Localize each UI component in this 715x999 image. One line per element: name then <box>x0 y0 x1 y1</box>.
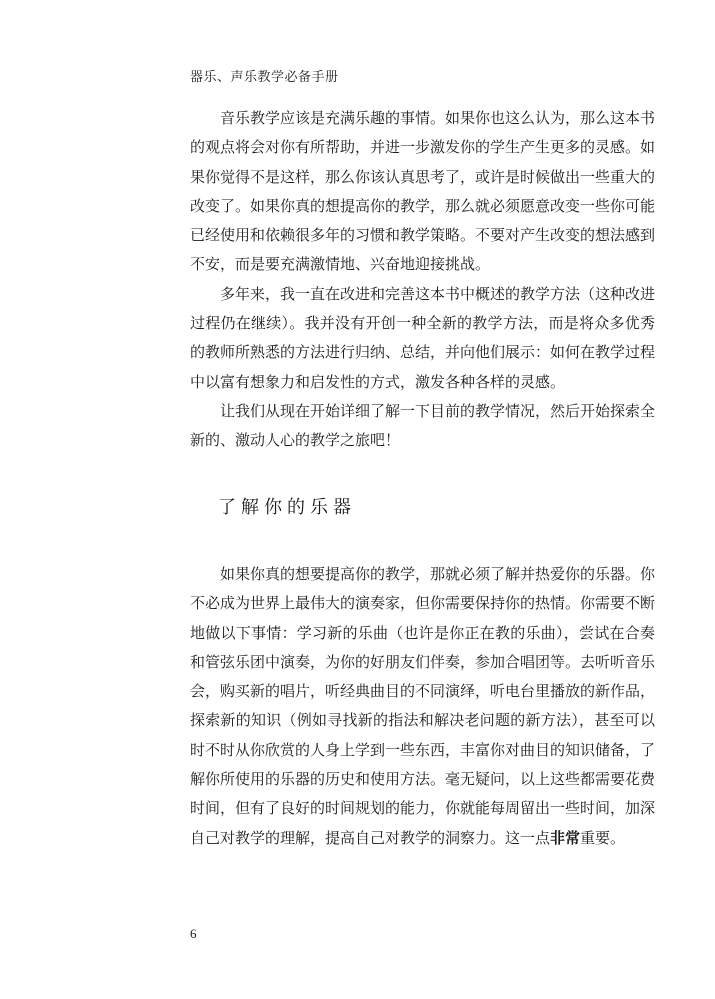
section-heading: 了解你的乐器 <box>218 497 356 518</box>
page-number: 6 <box>190 926 197 941</box>
section-paragraph-main: 如果你真的想要提高你的教学，那就必须了解并热爱你的乐器。你不必成为世界上最伟大的演奏家，但你需要保持你的热情。你需要不断地做以下事情：学习新的乐曲（也许是你正在教的乐曲），尝试在合奏和管弦乐团中演奏，为你的好朋友们伴奏，参加合唱团等。去听听音乐会，购买新的唱片，听经典曲目的不同演绎，听电台里播放的新作品，探索新的知识（例如寻找新的指法和解决老问题的新方法），甚至可以时不时从你欣赏的人身上学到一些东西，丰富你对曲目的知识储备，了解你所使用的乐器的历史和使用方法。毫无疑问，以上这些都需要花费时间，但有了良好的时间规划的能力，你就能每周留出一些时间，加深自己对教学的理解，提高自己对教学的洞察力。这一点 <box>190 565 656 847</box>
section-paragraph <box>190 560 655 853</box>
intro-paragraph-2: 多年来，我一直在改进和完善这本书中概述的教学方法（这种改进过程仍在继续）。我并没有开创一种全新的教学方法，而是将众多优秀的教师所熟悉的方法进行归纳、总结，并向他们展示：如何在教学过程中以富有想象力和启发性的方式，激发各种各样的灵感。 <box>190 284 656 391</box>
intro-paragraph-1: 音乐教学应该是充满乐趣的事情。如果你也这么认为，那么这本书的观点将会对你有所帮助，并进一步激发你的学生产生更多的灵感。如果你觉得不是这样，那么你该认真思考了，或许是时候做出一些重大的改变了。如果你真的想提高你的教学，那么就必须愿意改变一些你可能已经使用和依赖很多年的习惯和教学策略。不要对产生改变的想法感到不安，而是要充满激情地、兴奋地迎接挑战。 <box>190 109 656 274</box>
running-header: 器乐、声乐教学必备手册 <box>190 70 339 85</box>
section-text-block <box>190 560 655 853</box>
intro-text-block <box>190 104 655 456</box>
section-paragraph-tail: 重要。 <box>580 828 626 847</box>
intro-paragraph-3: 让我们从现在开始详细了解一下目前的教学情况，然后开始探索全新的、激动人心的教学之旅吧！ <box>190 401 656 450</box>
emphasis-text: 非常 <box>550 828 581 847</box>
